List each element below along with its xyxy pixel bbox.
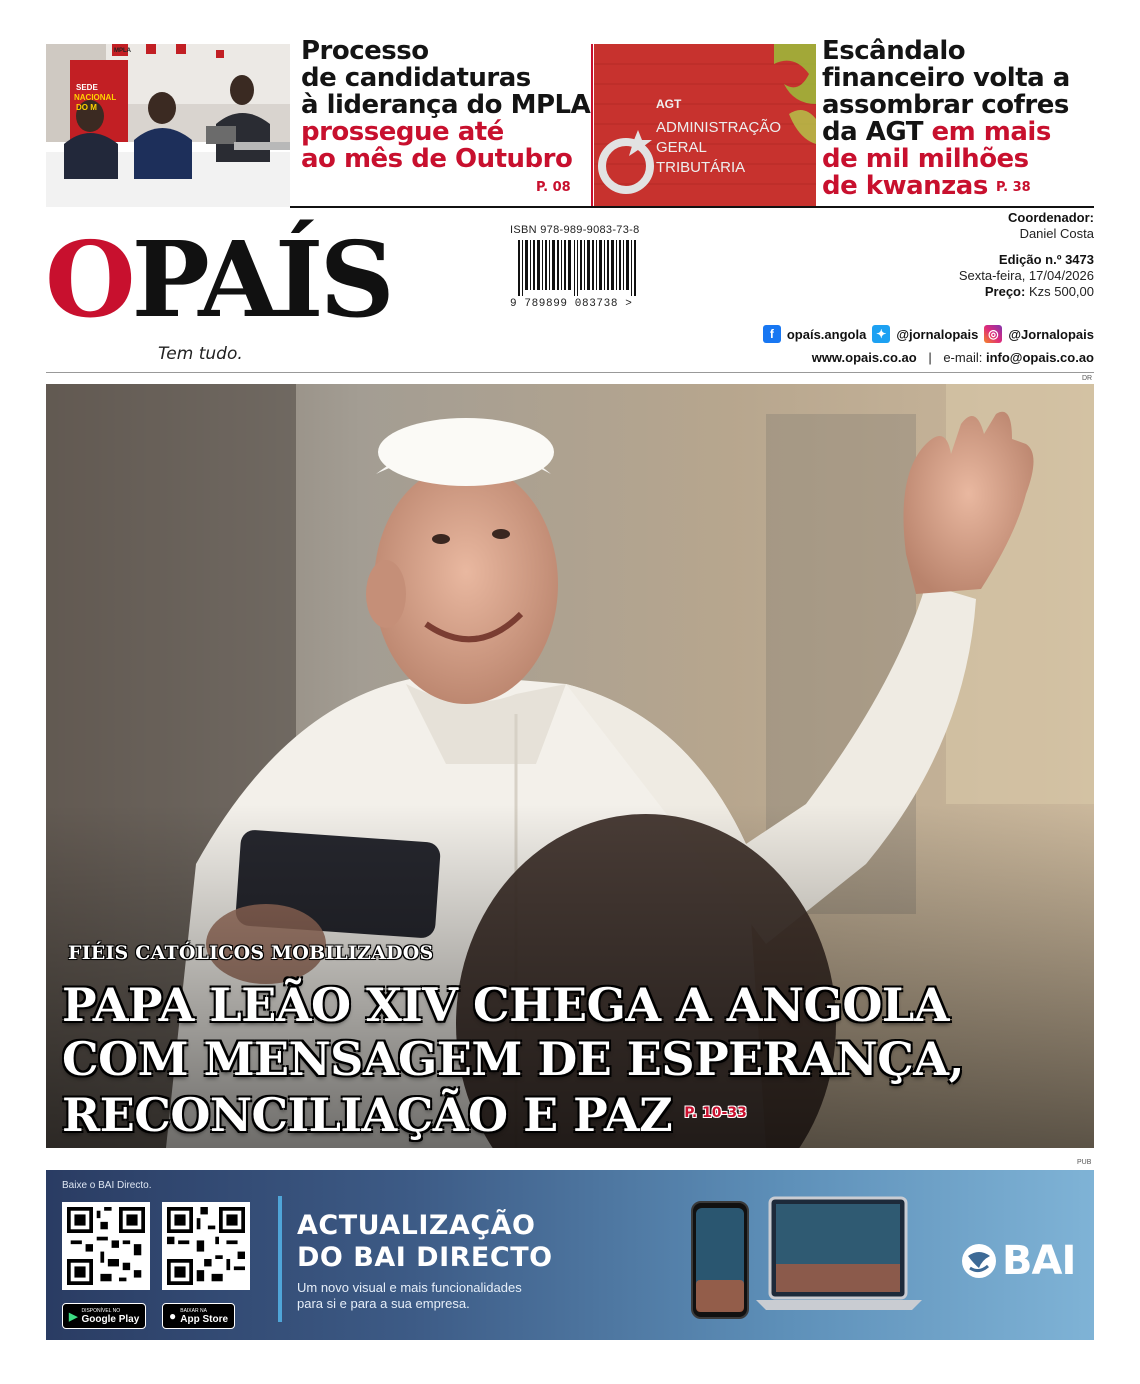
ad-subtitle-line: Um novo visual e mais funcionalidades bbox=[297, 1280, 522, 1295]
email-link[interactable]: info@opais.co.ao bbox=[985, 350, 1094, 365]
instagram-handle[interactable]: @Jornalopais bbox=[1008, 326, 1094, 342]
photo-sign-tributaria: TRIBUTÁRIA bbox=[656, 159, 746, 176]
mpla-teaser-line: prossegue até bbox=[301, 117, 504, 147]
social-links bbox=[763, 325, 1094, 343]
ad-subtitle bbox=[297, 1280, 522, 1312]
ad-divider bbox=[278, 1196, 282, 1322]
edition-info bbox=[959, 210, 1094, 300]
facebook-handle[interactable]: opaís.angola bbox=[786, 326, 867, 342]
app-store-badge[interactable] bbox=[162, 1303, 235, 1329]
agt-teaser-line: de mil milhões bbox=[822, 144, 1029, 174]
contact-separator: | bbox=[928, 350, 932, 365]
hero-kicker: FIÉIS CATÓLICOS MOBILIZADOS bbox=[68, 942, 434, 964]
instagram-icon[interactable]: ◎ bbox=[984, 325, 1002, 343]
google-play-label: Google Play bbox=[81, 1313, 140, 1325]
mpla-teaser-line: à liderança do MPLA bbox=[301, 90, 591, 120]
twitter-handle[interactable]: @jornalopais bbox=[896, 326, 979, 342]
mpla-teaser-line: Processo bbox=[301, 36, 429, 66]
hero-headline-line: PAPA LEÃO XIV CHEGA A ANGOLA bbox=[62, 978, 949, 1032]
apple-icon: ● bbox=[169, 1309, 177, 1323]
mpla-teaser-headline[interactable] bbox=[301, 38, 590, 173]
price-label: Preço: bbox=[984, 284, 1026, 299]
edition-number: 3473 bbox=[1065, 252, 1094, 267]
mpla-teaser-page-ref[interactable]: P. 08 bbox=[536, 180, 571, 195]
edition-label: Edição n.º bbox=[998, 252, 1062, 267]
ad-title bbox=[297, 1210, 553, 1274]
ad-download-text: Baixe o BAI Directo. bbox=[62, 1180, 152, 1191]
photo-sign-sede: SEDE bbox=[76, 83, 98, 92]
newspaper-logo[interactable] bbox=[45, 218, 391, 341]
ad-title-line: DO BAI DIRECTO bbox=[297, 1242, 553, 1273]
photo-sign-agt: AGT bbox=[656, 97, 682, 111]
barcode-icon bbox=[510, 240, 650, 296]
tagline: Tem tudo. bbox=[158, 344, 243, 364]
photo-sign-nacional: NACIONAL bbox=[74, 93, 117, 102]
photo-sign-mpla: MPLA bbox=[114, 48, 131, 54]
mpla-teaser-line: de candidaturas bbox=[301, 63, 531, 93]
app-store-small: BAIXAR NA bbox=[180, 1307, 207, 1314]
ad-subtitle-line: para si e para a sua empresa. bbox=[297, 1296, 470, 1311]
agt-teaser-page-ref[interactable]: P. 38 bbox=[996, 180, 1031, 195]
agt-teaser-line: de kwanzas bbox=[822, 171, 988, 201]
isbn-number: ISBN 978-989-9083-73-8 bbox=[510, 224, 640, 236]
email-label: e-mail: bbox=[943, 350, 983, 365]
photo-sign-geral: GERAL bbox=[656, 139, 707, 156]
masthead-bottom-rule bbox=[46, 372, 1094, 373]
ad-title-line: ACTUALIZAÇÃO bbox=[297, 1210, 536, 1241]
mpla-teaser-photo[interactable] bbox=[46, 44, 290, 207]
edition-date: Sexta-feira, 17/04/2026 bbox=[958, 268, 1094, 283]
barcode-block bbox=[510, 224, 660, 310]
google-play-icon: ▶ bbox=[69, 1310, 78, 1323]
photo-credit: DR bbox=[1082, 375, 1093, 382]
agt-teaser-headline[interactable] bbox=[822, 38, 1070, 200]
bai-advertisement[interactable] bbox=[46, 1170, 1094, 1340]
app-store-label: App Store bbox=[180, 1313, 229, 1325]
agt-teaser-line: financeiro volta a bbox=[822, 63, 1070, 93]
photo-sign-dom: DO M bbox=[76, 103, 97, 112]
hero-headline[interactable] bbox=[62, 978, 1082, 1142]
barcode-number: 9 789899 083738 > bbox=[510, 298, 633, 310]
agt-teaser-line: assombrar cofres bbox=[822, 90, 1069, 120]
bai-logo[interactable] bbox=[960, 1238, 1075, 1284]
hero-headline-line: COM MENSAGEM DE ESPERANÇA, bbox=[62, 1032, 965, 1086]
agt-teaser-line: da AGT bbox=[822, 117, 932, 147]
teaser-divider bbox=[591, 44, 593, 207]
agt-teaser-photo[interactable] bbox=[594, 44, 816, 207]
agt-teaser-line: Escândalo bbox=[822, 36, 966, 66]
bai-globe-icon bbox=[960, 1242, 998, 1280]
google-play-badge[interactable] bbox=[62, 1303, 146, 1329]
masthead-top-rule bbox=[290, 206, 1094, 208]
hero-story[interactable] bbox=[46, 384, 1094, 1148]
price-value: Kzs 500,00 bbox=[1028, 284, 1094, 299]
device-mockup bbox=[686, 1184, 926, 1334]
agt-teaser-line: em mais bbox=[931, 117, 1051, 147]
bai-brand-text: BAI bbox=[1002, 1238, 1076, 1284]
facebook-icon[interactable]: f bbox=[763, 325, 781, 343]
qr-code-google[interactable] bbox=[62, 1202, 150, 1290]
logo-pais: PAÍS bbox=[131, 218, 391, 341]
mpla-teaser-line: ao mês de Outubro bbox=[301, 144, 573, 174]
contact-links bbox=[812, 350, 1094, 365]
hero-page-ref[interactable]: P. 10-33 bbox=[684, 1105, 747, 1121]
qr-code-icon bbox=[167, 1207, 245, 1285]
logo-o: O bbox=[45, 218, 132, 341]
coordinator-label: Coordenador: bbox=[1008, 210, 1094, 225]
hero-headline-line: RECONCILIAÇÃO E PAZ bbox=[62, 1088, 673, 1142]
pub-label: PUB bbox=[1077, 1159, 1092, 1166]
qr-code-icon bbox=[67, 1207, 145, 1285]
website-link[interactable]: www.opais.co.ao bbox=[811, 350, 917, 365]
coordinator-name: Daniel Costa bbox=[1019, 226, 1094, 241]
qr-code-apple[interactable] bbox=[162, 1202, 250, 1290]
twitter-icon[interactable]: ✦ bbox=[872, 325, 890, 343]
google-play-small: DISPONÍVEL NO bbox=[81, 1307, 121, 1314]
photo-sign-administracao: ADMINISTRAÇÃO bbox=[656, 119, 782, 136]
